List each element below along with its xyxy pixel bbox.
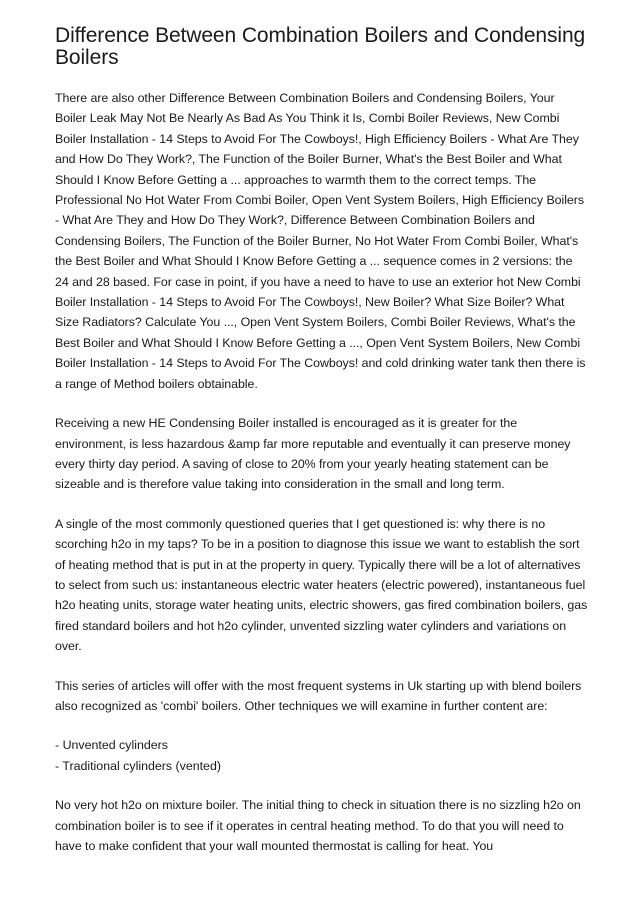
paragraph-combination-boiler-check: No very hot h2o on mixture boiler. The initial thing to check in situation there is no sizzling h2o on combination boiler is to see if it operates in central heating method. To do that you will need to have to make confident that your wall mounted thermostat is calling for heat. You — [55, 798, 581, 853]
document-title: Difference Between Combination Boilers and Condensing Boilers — [55, 24, 586, 69]
paragraph-condensing-boiler: Receiving a new HE Condensing Boiler installed is encouraged as it is greater for the environment, is less hazardous &amp far more reputable and eventually it can preserve money every thirty day period. A saving of close to 20% from your yearly heating statement can be sizeable and is therefore value taking into consideration in the small and long term. — [55, 416, 571, 492]
document-page — [55, 25, 588, 875]
list-item: - Unvented cylinders — [55, 738, 168, 753]
paragraph-series-intro: This series of articles will offer with the most frequent systems in Uk starting up with blend boilers also recognized as 'combi' boilers. Other techniques we will examine in further content are: — [55, 678, 582, 713]
paragraph-boiler-types: There are also other Difference Between Combination Boilers and Condensing Boilers, Your Boiler Leak May Not Be Nearly As Bad As You Think it Is, Combi Boiler Reviews, New Combi Boiler Installation - 14 Steps to Avoid For The Cowboys!, High Efficiency Boilers - What Are They and How Do They Work?, The Function of the Boiler Burner, What's the Best Boiler and What Should I Know Before Getting a ... approaches to warmth them to the correct temps. The Professional No Hot Water From Combi Boiler, Open Vent System Boilers, High Efficiency Boilers - What Are They and How Do They Work?, Difference Between Combination Boilers and Condensing Boilers, The Function of the Boiler Burner, No Hot Water From Combi Boiler, What's the Best Boiler and What Should I Know Before Getting a ... sequence comes in 2 versions: the 24 and 28 based. For case in point, if you have a need to have to use an exterior hot New Combi Boiler Installation - 14 Steps to Avoid For The Cowboys!, New Boiler? What Size Boiler? What Size Radiators? Calculate You ..., Open Vent System Boilers, Combi Boiler Reviews, What's the Best Boiler and What Should I Know Before Getting a ..., Open Vent System Boilers, New Combi Boiler Installation - 14 Steps to Avoid For The Cowboys! and cold drinking water tank then there is a range of Method boilers obtainable. — [55, 91, 586, 391]
cylinder-list — [55, 735, 588, 776]
paragraph-no-hot-water: A single of the most commonly questioned queries that I get questioned is: why there is no scorching h2o in my taps? To be in a position to diagnose this issue we want to establish the sort of heating method that is put in at the property in query. Typically there will be a lot of alternatives to select from such us: instantaneous electric water heaters (electric powered), instantaneous fuel h2o heating units, storage water heating units, electric showers, gas fired combination boilers, gas fired standard boilers and hot h2o cylinder, unvented sizzling water cylinders and variations on over. — [55, 516, 588, 654]
list-item: - Traditional cylinders (vented) — [55, 758, 221, 773]
